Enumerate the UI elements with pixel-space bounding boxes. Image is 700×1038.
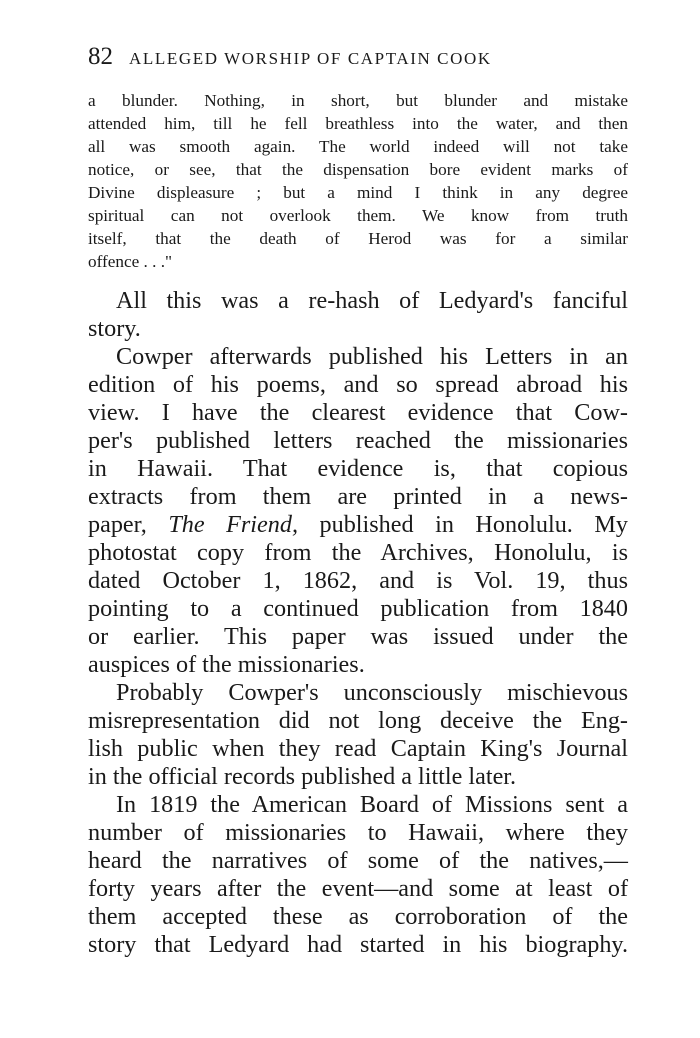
text-line: edition of his poems, and so spread abroad his: [88, 371, 628, 398]
quote-line: itself, that the death of Herod was for a similar: [88, 229, 628, 248]
paragraph: [88, 287, 628, 343]
text-line: extracts from them are printed in a news-: [88, 483, 628, 510]
text-line: in the official records published a little later.: [88, 763, 517, 790]
quote-line: notice, or see, that the dispensation bore evident marks of: [88, 160, 628, 179]
text-line: auspices of the missionaries.: [88, 651, 365, 678]
quote-line: offence . . .": [88, 252, 173, 271]
page-number: 82: [88, 43, 113, 70]
text-segment: published in Honolulu. My: [298, 511, 628, 538]
text-line: Probably Cowper's unconsciously mischievous: [116, 679, 628, 706]
text-line: number of missionaries to Hawaii, where they: [88, 819, 628, 846]
paragraph: [88, 343, 628, 679]
paragraph: [88, 791, 628, 959]
quote-line: all was smooth again. The world indeed will not take: [88, 137, 628, 156]
text-line: in Hawaii. That evidence is, that copious: [88, 455, 628, 482]
text-segment: paper,: [88, 511, 169, 538]
quote-line: spiritual can not overlook them. We know from truth: [88, 206, 628, 225]
quote-line: Divine displeasure ; but a mind I think in any degree: [88, 183, 628, 202]
text-line: lish public when they read Captain King's Journal: [88, 735, 628, 762]
text-line: [88, 511, 628, 539]
text-line: photostat copy from the Archives, Honolulu, is: [88, 539, 628, 566]
text-line: forty years after the event—and some at least of: [88, 875, 628, 902]
text-line: heard the narratives of some of the natives,—: [88, 847, 628, 874]
text-line: misrepresentation did not long deceive the Eng-: [88, 707, 628, 734]
running-title: ALLEGED WORSHIP OF CAPTAIN COOK: [129, 49, 492, 68]
text-line: dated October 1, 1862, and is Vol. 19, thus: [88, 567, 628, 594]
text-line: story that Ledyard had started in his biography.: [88, 931, 628, 958]
body-text: [88, 287, 628, 959]
text-line: view. I have the clearest evidence that Cow-: [88, 399, 628, 426]
quote-line: a blunder. Nothing, in short, but blunder and mistake: [88, 91, 628, 110]
text-line: In 1819 the American Board of Missions sent a: [116, 791, 628, 818]
text-line: Cowper afterwards published his Letters in an: [116, 343, 628, 370]
running-header: [88, 43, 628, 71]
text-line: per's published letters reached the missionaries: [88, 427, 628, 454]
quote-line: attended him, till he fell breathless into the water, and then: [88, 114, 628, 133]
text-line: All this was a re-hash of Ledyard's fanciful: [116, 287, 628, 314]
paragraph: [88, 679, 628, 791]
newspaper-title: The Friend,: [168, 511, 298, 538]
text-line: pointing to a continued publication from 1840: [88, 595, 628, 622]
text-line: them accepted these as corroboration of the: [88, 903, 628, 930]
block-quote: [88, 89, 628, 273]
text-line: story.: [88, 315, 141, 342]
text-line: or earlier. This paper was issued under the: [88, 623, 628, 650]
